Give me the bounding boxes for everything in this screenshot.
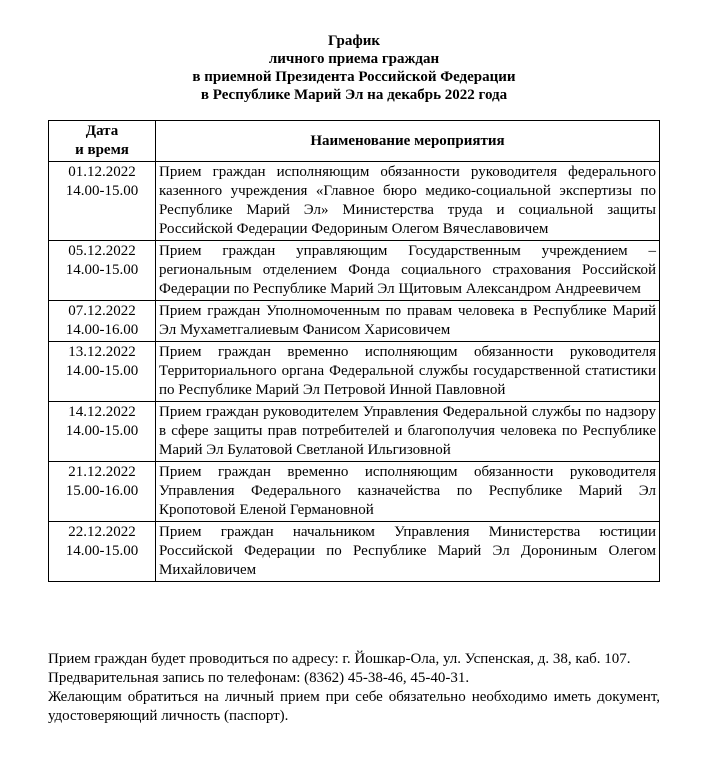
row-time: 14.00-15.00 [65, 262, 139, 278]
row-event: Прием граждан начальником Управления Министерства юстиции Российской Федерации по Республике Марий Эл Дорониным Олегом Михайловичем [156, 522, 660, 582]
row-date: 07.12.2022 [68, 303, 136, 319]
table-row [49, 241, 660, 301]
table-row [49, 462, 660, 522]
row-time: 14.00-15.00 [65, 363, 139, 379]
header-date [49, 121, 156, 162]
row-event: Прием граждан временно исполняющим обязанности руководителя Управления Федерального казначейства по Республике Марий Эл Кропотовой Еленой Германовной [156, 462, 660, 522]
row-event: Прием граждан исполняющим обязанности руководителя федерального казенного учреждения «Главное бюро медико-социальной экспертизы по Республике Марий Эл» Министерства труда и социальной защиты Российской Федерации Федориным Олегом Вячеславовичем [156, 162, 660, 241]
table-row [49, 402, 660, 462]
row-datetime [49, 522, 156, 582]
row-time: 14.00-16.00 [65, 322, 139, 338]
row-time: 14.00-15.00 [65, 423, 139, 439]
passport-note: Желающим обратиться на личный прием при себе обязательно необходимо иметь документ, удостоверяющий личность (паспорт). [48, 689, 660, 724]
row-time: 15.00-16.00 [65, 483, 139, 499]
document-title [0, 32, 708, 104]
row-datetime [49, 342, 156, 402]
title-line-1: График [327, 33, 381, 49]
schedule-table [48, 120, 660, 582]
row-event: Прием граждан Уполномоченным по правам человека в Республике Марий Эл Мухаметгалиевым Фанисом Харисовичем [156, 301, 660, 342]
row-date: 01.12.2022 [68, 164, 136, 180]
table-row [49, 301, 660, 342]
row-time: 14.00-15.00 [65, 183, 139, 199]
title-line-3: в приемной Президента Российской Федерации [192, 69, 516, 85]
row-event: Прием граждан руководителем Управления Федеральной службы по надзору в сфере защиты прав потребителей и благополучия человека по Республике Марий Эл Булатовой Светланой Ильгизовной [156, 402, 660, 462]
title-line-2: личного приема граждан [268, 51, 440, 67]
title-line-4: в Республике Марий Эл на декабрь 2022 года [200, 87, 508, 103]
phone-note: Предварительная запись по телефонам: (8362) 45-38-46, 45-40-31. [48, 670, 470, 686]
row-date: 21.12.2022 [68, 464, 136, 480]
row-date: 05.12.2022 [68, 243, 136, 259]
header-event: Наименование мероприятия [156, 121, 660, 162]
footer-notes [48, 650, 660, 726]
row-datetime [49, 301, 156, 342]
row-event: Прием граждан управляющим Государственным учреждением – региональным отделением Фонда социального страхования Российской Федерации по Республике Марий Эл Щитовым Александром Андреевичем [156, 241, 660, 301]
row-date: 22.12.2022 [68, 524, 136, 540]
row-datetime [49, 241, 156, 301]
row-date: 13.12.2022 [68, 344, 136, 360]
table-row [49, 162, 660, 241]
address-note: Прием граждан будет проводиться по адресу: г. Йошкар-Ола, ул. Успенская, д. 38, каб. 107. [48, 651, 631, 667]
header-date-line-2: и время [75, 142, 129, 158]
row-datetime [49, 162, 156, 241]
row-datetime [49, 402, 156, 462]
header-date-line-1: Дата [85, 123, 119, 139]
row-datetime [49, 462, 156, 522]
table-header-row [49, 121, 660, 162]
table-row [49, 522, 660, 582]
table-row [49, 342, 660, 402]
row-time: 14.00-15.00 [65, 543, 139, 559]
row-event: Прием граждан временно исполняющим обязанности руководителя Территориального органа Федеральной службы государственной статистики по Республике Марий Эл Петровой Инной Павловной [156, 342, 660, 402]
row-date: 14.12.2022 [68, 404, 136, 420]
